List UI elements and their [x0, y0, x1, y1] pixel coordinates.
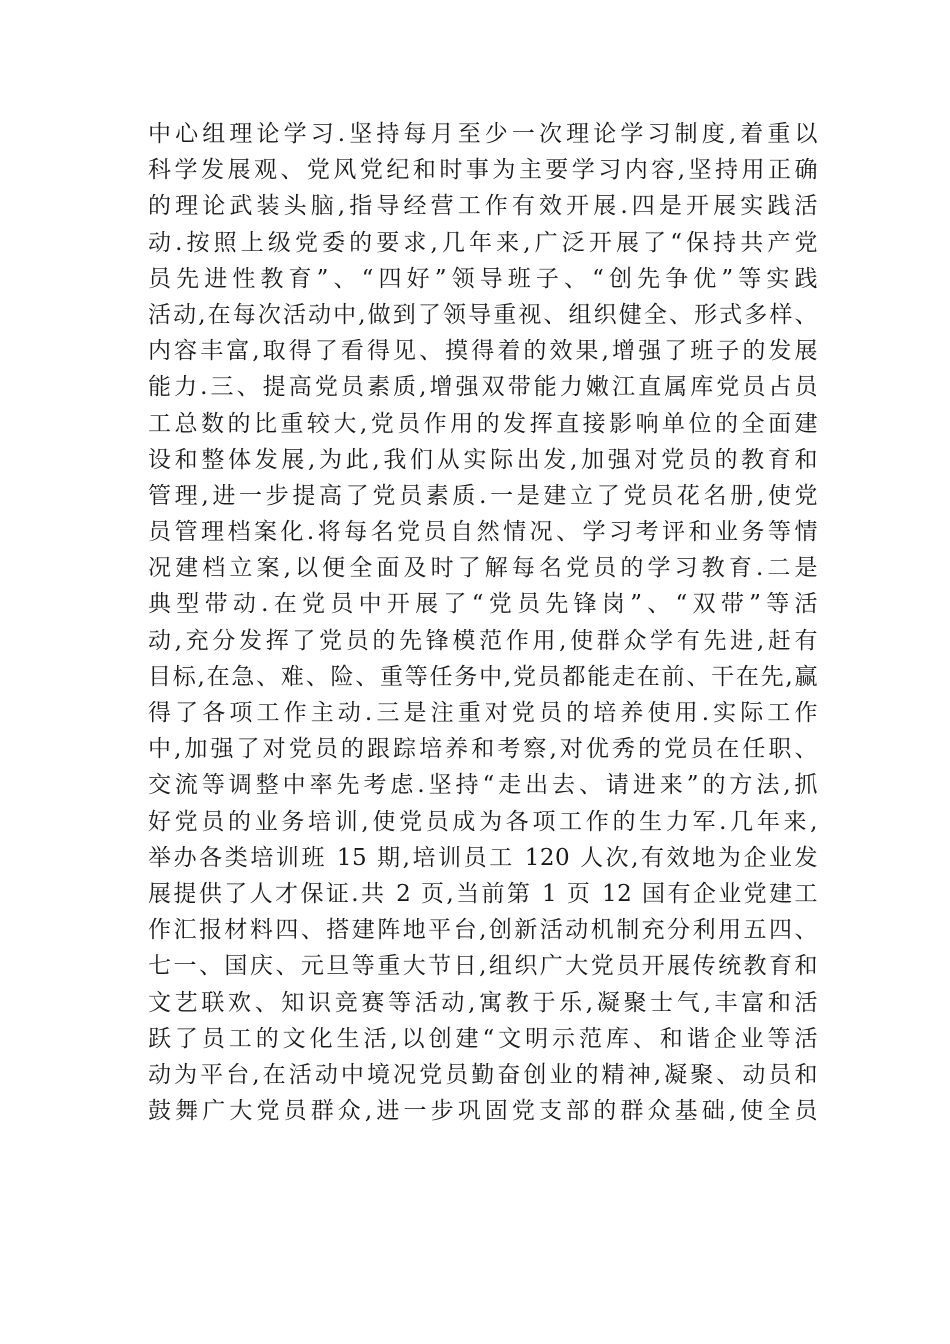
text-line: 举办各类培训班 15 期,培训员工 120 人次,有效地为企业发 [148, 844, 818, 871]
text-line: 的理论武装头脑,指导经营工作有效开展.四是开展实践活 [148, 193, 818, 220]
text-line: 典型带动.在党员中开展了“党员先锋岗”、“双带”等活 [148, 591, 818, 618]
text-line: 中心组理论学习.坚持每月至少一次理论学习制度,着重以 [148, 121, 818, 147]
text-line: 能力.三、提高党员素质,增强双带能力嫩江直属库党员占员 [148, 374, 818, 401]
text-line: 况建档立案,以便全面及时了解每名党员的学习教育.二是 [148, 555, 818, 582]
text-line: 动,充分发挥了党员的先锋模范作用,使群众学有先进,赶有 [148, 627, 818, 654]
text-line: 作汇报材料四、搭建阵地平台,创新活动机制充分利用五四、 [148, 917, 818, 944]
text-line: 活动,在每次活动中,做到了领导重视、组织健全、形式多样、 [148, 301, 818, 328]
text-line: 交流等调整中率先考虑.坚持“走出去、请进来”的方法,抓 [148, 772, 818, 799]
text-line: 动.按照上级党委的要求,几年来,广泛开展了“保持共产党 [148, 229, 818, 256]
text-line: 鼓舞广大党员群众,进一步巩固党支部的群众基础,使全员 [148, 1098, 818, 1125]
text-line: 科学发展观、党风党纪和时事为主要学习内容,坚持用正确 [148, 157, 818, 184]
text-line: 员管理档案化.将每名党员自然情况、学习考评和业务等情 [148, 519, 818, 546]
text-line: 展提供了人才保证.共 2 页,当前第 1 页 12 国有企业党建工 [148, 880, 818, 907]
body-text [148, 116, 818, 1129]
text-line: 跃了员工的文化生活,以创建“文明示范库、和谐企业等活 [148, 1025, 818, 1052]
text-line: 文艺联欢、知识竞赛等活动,寓教于乐,凝聚士气,丰富和活 [148, 989, 818, 1016]
text-line: 员先进性教育”、“四好”领导班子、“创先争优”等实践 [148, 265, 818, 292]
text-line: 好党员的业务培训,使党员成为各项工作的生力军.几年来, [148, 808, 818, 835]
text-line: 管理,进一步提高了党员素质.一是建立了党员花名册,使党 [148, 482, 818, 509]
text-line: 中,加强了对党员的跟踪培养和考察,对优秀的党员在任职、 [148, 736, 818, 763]
text-line: 七一、国庆、元旦等重大节日,组织广大党员开展传统教育和 [148, 953, 818, 980]
text-line: 动为平台,在活动中境况党员勤奋创业的精神,凝聚、动员和 [148, 1061, 818, 1088]
text-line: 目标,在急、难、险、重等任务中,党员都能走在前、干在先,赢 [148, 663, 818, 690]
text-line: 内容丰富,取得了看得见、摸得着的效果,增强了班子的发展 [148, 338, 818, 365]
text-line: 工总数的比重较大,党员作用的发挥直接影响单位的全面建 [148, 410, 818, 437]
text-line: 设和整体发展,为此,我们从实际出发,加强对党员的教育和 [148, 446, 818, 473]
text-line: 得了各项工作主动.三是注重对党员的培养使用.实际工作 [148, 700, 818, 726]
